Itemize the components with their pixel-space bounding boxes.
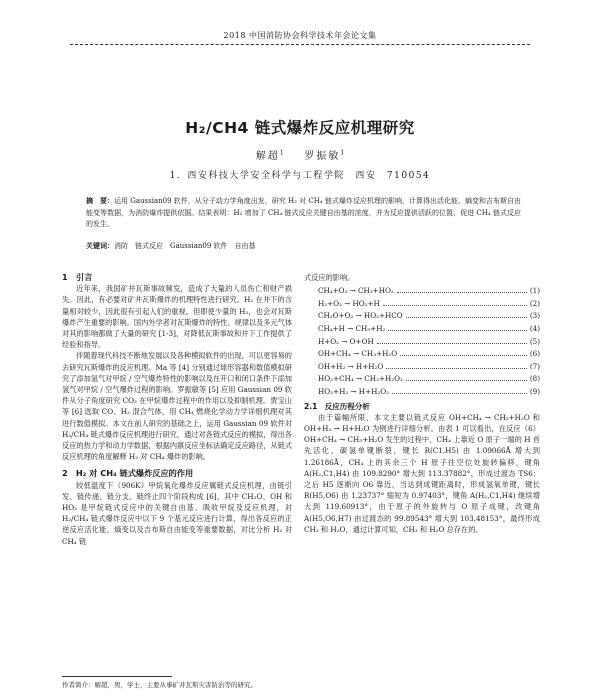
leader-dots — [386, 362, 527, 369]
equation-number: (5) — [529, 336, 540, 346]
equation-list — [304, 285, 540, 398]
equation-expression: HO₂+CH₄ → CH₃+H₂O₂ — [318, 374, 403, 384]
equation-number: (4) — [529, 323, 540, 333]
abstract — [86, 195, 521, 231]
equation — [304, 310, 540, 323]
equation — [304, 348, 540, 361]
equation-expression: H₂+O₂ → HO₂+H — [318, 298, 380, 308]
equation — [304, 323, 540, 336]
leader-dots — [377, 337, 527, 344]
leader-dots — [383, 299, 527, 306]
equation — [304, 298, 540, 311]
equation — [304, 373, 540, 386]
author-name: 解超 — [255, 151, 280, 162]
body-paragraph-continued: 式反应的影响。 — [304, 273, 355, 282]
equation-number: (9) — [529, 386, 540, 396]
equation-expression: OH+CH₄ → CH₃+H₂O — [318, 349, 398, 359]
equation — [304, 386, 540, 399]
abstract-text: 运用 Gaussian09 软件，从分子动力学角度出发，研究 H₂ 对 CH₄ 链式爆炸反应机理的影响，计算得出活化能、熵变和吉布斯自由能变等数据，为消防爆炸提供依据。结果表明：H₂ 增加了 CH₄ 链式反应关键自由基的浓度，并为反应提供活跃的位置，促进 CH₄ 链式反应的发生。 — [86, 197, 522, 228]
abstract-label: 摘 要： — [86, 196, 115, 205]
equation-expression: CH₄+H → CH₃+H₂ — [318, 323, 386, 333]
paper-title: H₂/CH4 链式爆炸反应机理研究 — [185, 119, 415, 137]
footnote-rule — [62, 676, 172, 677]
leader-dots — [406, 374, 527, 381]
author-affiliation-mark: 1 — [279, 149, 284, 157]
keywords-text: 消防 链式反应 Gaussian09 软件 自由基 — [114, 242, 256, 250]
keywords-label: 关键词： — [86, 241, 114, 250]
author-list — [0, 147, 600, 162]
leader-dots — [400, 349, 527, 356]
affiliation: 1．西安科技大学安全科学与工程学院 西安 710054 — [169, 171, 431, 181]
leader-dots — [406, 311, 527, 318]
right-column — [304, 272, 540, 535]
equation-number: (7) — [529, 361, 540, 371]
body-paragraph: 近年来，我国矿井瓦斯事故频发，造成了大量的人员伤亡和财产损失。因此，有必要对矿井瓦斯爆炸的机理特性进行研究。H₂ 在井下的含量相对较少，因此很有引起人们的重视，但即使少量的 H₂，也会对瓦斯爆炸产生重要的影响。国内外学者对瓦斯爆炸的特性、规律以及多元气体对其的影响都做了大量的研究 [1-3]，对降低瓦斯事故和井下工作提供了经验和指导。 — [62, 284, 293, 350]
equation-expression: HO₂+H₂ → H+H₂O₂ — [318, 386, 390, 396]
equation-number: (6) — [529, 349, 540, 359]
header-rule — [70, 44, 530, 45]
equation-expression: CH₄+O₂ → CH₃+HO₂ — [318, 286, 394, 296]
body-paragraph: 伴随着现代科技不断地发展以及各种模拟软件的出现，可以更容易的去研究瓦斯爆炸的反应机理。Ma 等 [4] 分别通过球形容器和数值模拟研究了添加氢气对甲烷 / 空气爆炸特性的影响以及在开口和闭口条件下添加氢气对甲烷 / 空气爆炸过程的影响。罗振敏等 [5] 应用 Gaussian 09 软件从分子角度研究 CO₂ 在甲烷爆炸过程中的作用以及抑制机理。贾宝山等 [6] 选取 CO、H₂ 混合气体，用 CH₄ 燃烧化学动力学详细机理对其进行数值模拟。本文在前人研究的基础之上，运用 Gaussian 09 软件对 H₂/CH₄ 链式爆炸反应机理进行研究，通过对各链式反应的模拟，得出各反应的热力学和动力学数据，根据内禀反应坐标法确定反应路径，从链式反应机理的角度解释 H₂ 对 CH₄ 爆炸的影响。 — [62, 351, 293, 462]
equation-expression: CH₂O+O₂ → HO₂+HCO — [318, 311, 403, 321]
keywords — [86, 240, 521, 252]
leader-dots — [397, 286, 527, 293]
left-column — [62, 272, 292, 547]
leader-dots — [388, 324, 526, 331]
leader-dots — [392, 387, 527, 394]
equation-expression: H+O₂ → O+OH — [318, 336, 374, 346]
equation — [304, 285, 540, 298]
running-header: 2018 中国消防协会科学技术年会论文集 — [223, 31, 377, 40]
subsection-heading: 2.1 反应历程分析 — [304, 401, 370, 411]
section-heading: 1 引言 — [62, 272, 93, 282]
equation-number: (1) — [529, 286, 540, 296]
body-paragraph: 较低温度下（906K）甲烷氧化爆炸反应属链式反应机理，由链引发、链传递、链分支、链终止四个阶段构成 [6]，其中 CH₂O、OH 和 HO₂ 是甲烷链式反应中的关键自由基。吸收甲烷及反应机理，对 H₂/CH₄ 链式爆炸反应中以下 9 个基元反应进行计算，得出各反应的正逆反应活化能，熵变以及吉布斯自由能变等重要数据，对比分析 H₂ 对 CH₄ 链 — [62, 480, 292, 546]
equation-number: (2) — [529, 298, 540, 308]
equation-number: (8) — [529, 374, 540, 384]
body-paragraph: 由于篇幅所限，本文主要以链式反应 OH+CH₄ → CH₃+H₂O 和 OH+H₂ → H+H₂O 为例进行详细分析。由表 1 可以看出，在反应（6）OH+CH₄ → CH₃+H₂O 发生的过程中，CH₄ 上靠近 O 原子一端的 H 首先活化，碳氢单键断裂，键长 R(C1,H5) 由 1.09066Å 增大到 1.26186Å，CH₄ 上的其余三个 H 原子往空位处旋转偏移，键角 A(H₂,C1,H4) 由 109.8290° 增大到 113.37882°，形成过渡态 TS6；之后 H5 逐渐向 O6 靠近，当达到成键距离时，形成氢氧单键，键长 R(H5,O6) 由 1.23737° 缩短为 0.97403°，键角 A(H₂,C1,H4) 继续增大到 119.60913°，由于原子的外旋转与 O 原子成键，改键角 A(H5,O6,H7) 由过渡态的 99.89543° 增大到 103.48153°，最终形成 CH₃ 和 H₂O，通过计算可知，CH₃ 和 H₂O 总存在的。 — [304, 412, 540, 534]
equation-expression: OH+H₂ → H+H₂O — [318, 361, 384, 371]
equation — [304, 361, 540, 374]
author-affiliation-mark: 1 — [340, 149, 345, 157]
author-name: 罗振敏 — [304, 151, 341, 162]
equation-number: (3) — [529, 311, 540, 321]
equation — [304, 336, 540, 349]
footnote: 作者简介：解超，男，学士，主要从事矿井瓦斯灾害防治等的研究。 — [62, 681, 257, 689]
section-heading: 2 H₂ 对 CH₄ 链式爆炸反应的作用 — [62, 468, 194, 479]
